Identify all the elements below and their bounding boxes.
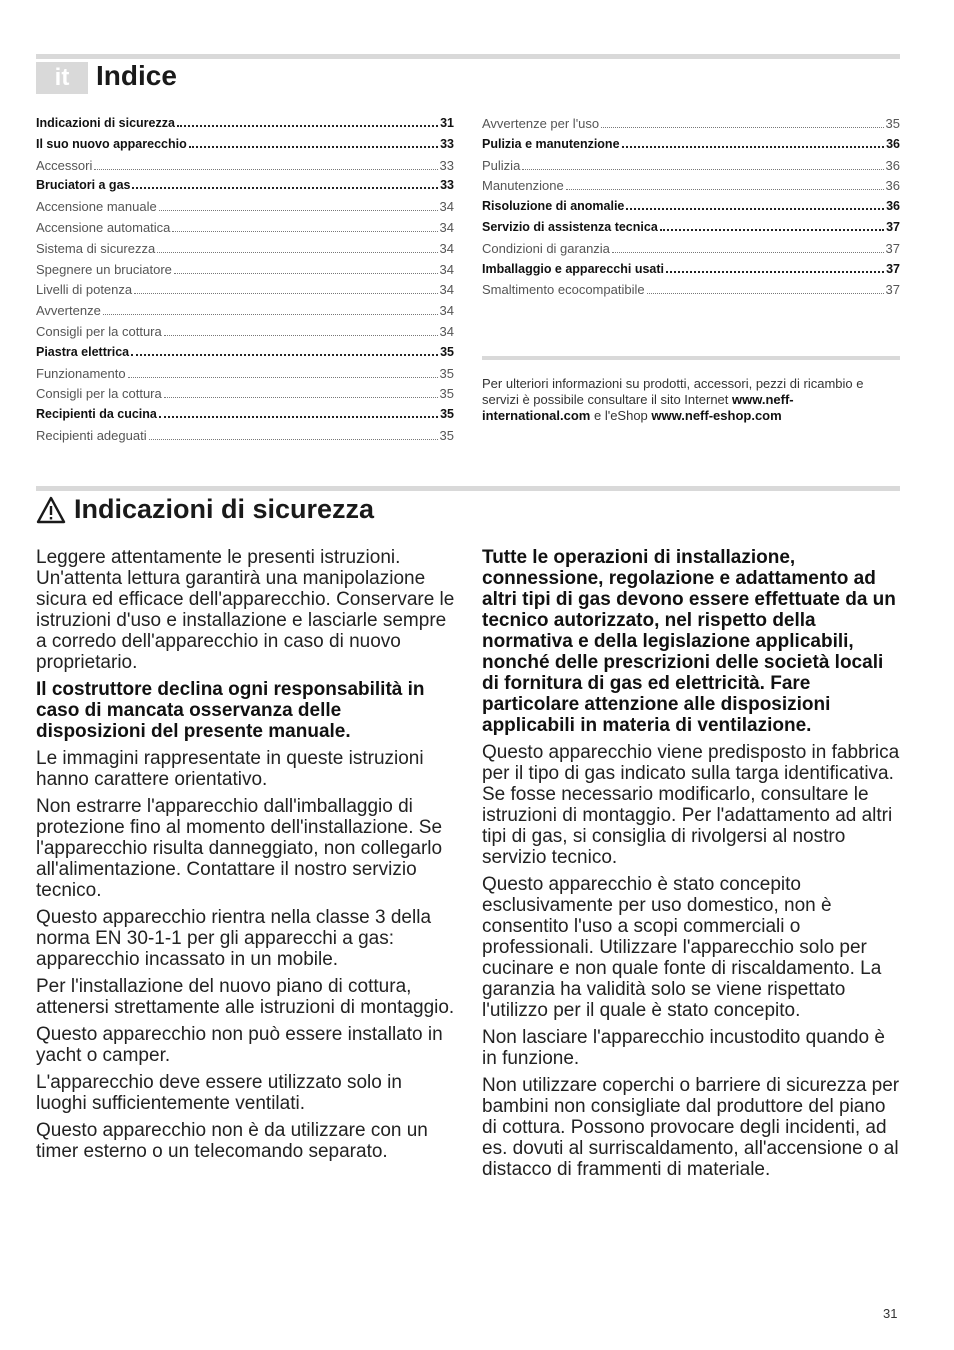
toc-leader-dots — [134, 293, 437, 294]
toc-entry-label: Bruciatori a gas — [36, 178, 131, 193]
toc-leader-dots — [647, 293, 884, 294]
toc-right-column — [482, 116, 900, 303]
toc-leader-dots — [622, 146, 885, 148]
toc-entry[interactable] — [482, 241, 900, 262]
toc-leader-dots — [149, 439, 438, 440]
paragraph: Per l'installazione del nuovo piano di cottura, attenersi strettamente alle istruzioni di montaggio. — [36, 976, 455, 1018]
toc-entry-label: Condizioni di garanzia — [482, 240, 610, 256]
paragraph: Questo apparecchio rientra nella classe 3 della norma EN 30-1-1 per gli apparecchi a gas: apparecchio incassato in un mobile. — [36, 907, 432, 970]
info-divider — [482, 356, 900, 360]
toc-entry[interactable] — [36, 407, 454, 428]
toc-entry-label: Il suo nuovo apparecchio — [36, 136, 187, 151]
toc-entry-label: Consigli per la cottura — [36, 386, 162, 402]
section-title-text: Indicazioni di sicurezza — [74, 494, 375, 524]
toc-entry-page: 33 — [439, 157, 454, 173]
toc-entry-page: 37 — [885, 240, 900, 256]
eshop-link[interactable]: www.neff-eshop.com — [651, 408, 782, 423]
toc-entry[interactable] — [482, 178, 900, 199]
toc-leader-dots — [626, 208, 884, 210]
toc-entry-label: Recipienti adeguati — [36, 427, 147, 443]
toc-entry-label: Spegnere un bruciatore — [36, 261, 172, 277]
toc-leader-dots — [131, 354, 438, 356]
toc-left-column — [36, 116, 454, 449]
toc-entry-page: 35 — [440, 344, 454, 359]
toc-entry-page: 35 — [440, 407, 454, 422]
toc-entry-label: Risoluzione di anomalie — [482, 199, 625, 214]
toc-entry[interactable] — [36, 345, 454, 366]
toc-entry[interactable] — [482, 199, 900, 220]
toc-leader-dots — [566, 189, 884, 190]
toc-entry[interactable] — [36, 303, 454, 324]
toc-entry-page: 37 — [885, 282, 900, 298]
toc-entry-label: Livelli di potenza — [36, 282, 133, 298]
toc-entry[interactable] — [482, 282, 900, 303]
page-number: 31 — [883, 1306, 898, 1321]
toc-entry-label: Pulizia e manutenzione — [482, 136, 620, 151]
paragraph: Non estrarre l'apparecchio dall'imballaggio di protezione fino al momento dell'installazione. Se l'apparecchio risulta danneggiato, non collegarlo all'alimentazione. Contattare il nostro servizio tecnico. — [36, 796, 443, 901]
toc-entry-page: 36 — [886, 136, 900, 151]
toc-entry-page: 34 — [439, 323, 454, 339]
top-divider — [36, 54, 900, 59]
paragraph: Questo apparecchio viene predisposto in fabbrica per il tipo di gas indicato sulla targa identificativa. Se fosse necessario modificarlo, consultare le istruzioni di montaggio. Per l'adattamento ad altri tipi di gas, si consiglia di rivolgersi al nostro servizio tecnico. — [482, 742, 900, 868]
toc-entry-page: 36 — [885, 178, 900, 194]
toc-entry-label: Consigli per la cottura — [36, 323, 162, 339]
safety-left-column — [36, 547, 456, 1168]
toc-leader-dots — [172, 231, 437, 232]
toc-entry-label: Pulizia — [482, 157, 521, 173]
paragraph: Questo apparecchio non può essere installato in yacht o camper. — [36, 1024, 443, 1066]
toc-leader-dots — [164, 397, 438, 398]
toc-entry-label: Accensione automatica — [36, 219, 171, 235]
toc-entry[interactable] — [36, 366, 454, 387]
toc-entry-page: 35 — [885, 116, 900, 131]
toc-leader-dots — [157, 252, 437, 253]
toc-leader-dots — [128, 377, 438, 378]
toc-entry-label: Manutenzione — [482, 178, 564, 194]
bold-paragraph: Il costruttore declina ogni responsabilità in caso di mancata osservanza delle disposizioni del presente manuale. — [36, 679, 425, 742]
toc-entry-page: 36 — [885, 157, 900, 173]
info-text: Per ulteriori informazioni su prodotti, accessori, pezzi di ricambio e servizi è possibile consultare il sito Internet — [482, 376, 864, 407]
toc-entry[interactable] — [36, 116, 454, 137]
toc-entry-label: Avvertenze — [36, 303, 101, 319]
toc-entry-label: Avvertenze per l'uso — [482, 116, 600, 131]
toc-entry-page: 33 — [440, 136, 454, 151]
toc-entry[interactable] — [482, 116, 900, 137]
paragraph: Non lasciare l'apparecchio incustodito quando è in funzione. — [482, 1027, 885, 1069]
toc-entry-label: Servizio di assistenza tecnica — [482, 219, 658, 234]
paragraph: Non utilizzare coperchi o barriere di sicurezza per bambini non consigliate dal produttore del piano di cottura. Possono provocare degli incidenti, ad es. dovuti al surriscaldamento, all'accensione o al distacco di frammenti di materiale. — [482, 1075, 900, 1180]
safety-right-column — [482, 547, 902, 1186]
toc-entry-label: Recipienti da cucina — [36, 407, 157, 422]
paragraph: Le immagini rappresentate in queste istruzioni hanno carattere orientativo. — [36, 748, 424, 790]
toc-leader-dots — [601, 127, 883, 128]
toc-entry-page: 33 — [440, 178, 454, 193]
toc-entry[interactable] — [482, 137, 900, 158]
toc-entry-label: Smaltimento ecocompatibile — [482, 282, 645, 298]
toc-entry-page: 35 — [439, 365, 454, 381]
toc-entry-label: Imballaggio e apparecchi usati — [482, 261, 665, 276]
toc-entry[interactable] — [482, 262, 900, 283]
bold-paragraph: Tutte le operazioni di installazione, connessione, regolazione e adattamento ad altri tipi di gas devono essere effettuate da un tecnico autorizzato, nel rispetto della normativa e della legislazione applicabili, nonché delle prescrizioni delle società locali di fornitura di gas ed elettricità. Fare particolare attenzione alle disposizioni applicabili in materia di ventilazione. — [482, 547, 896, 736]
toc-leader-dots — [159, 210, 438, 211]
toc-leader-dots — [177, 125, 438, 127]
language-badge: it — [36, 62, 88, 94]
toc-leader-dots — [666, 271, 884, 273]
index-title: Indice — [96, 60, 177, 91]
info-connector: e l'eShop — [593, 408, 648, 423]
toc-entry-label: Accessori — [36, 157, 93, 173]
toc-entry-page: 35 — [439, 386, 454, 402]
toc-leader-dots — [174, 273, 438, 274]
toc-entry-page: 35 — [439, 427, 454, 443]
toc-leader-dots — [94, 169, 437, 170]
safety-section-title — [36, 494, 374, 525]
toc-entry-label: Indicazioni di sicurezza — [36, 116, 175, 130]
paragraph: L'apparecchio deve essere utilizzato solo in luoghi sufficientemente ventilati. — [36, 1072, 402, 1114]
toc-entry-label: Piastra elettrica — [36, 344, 130, 359]
paragraph: Questo apparecchio non è da utilizzare con un timer esterno o un telecomando separato. — [36, 1120, 428, 1162]
toc-entry-label: Accensione manuale — [36, 199, 157, 215]
toc-leader-dots — [660, 229, 884, 231]
toc-entry-page: 31 — [440, 116, 454, 130]
toc-entry[interactable] — [36, 262, 454, 283]
toc-entry-page: 37 — [886, 219, 900, 234]
toc-entry-page: 36 — [886, 199, 900, 214]
toc-entry[interactable] — [36, 324, 454, 345]
toc-entry-page: 34 — [439, 261, 454, 277]
toc-entry-label: Funzionamento — [36, 365, 126, 381]
toc-entry[interactable] — [36, 158, 454, 179]
toc-entry[interactable] — [36, 178, 454, 199]
toc-entry-page: 34 — [439, 303, 454, 319]
toc-leader-dots — [612, 252, 884, 253]
toc-entry[interactable] — [36, 241, 454, 262]
toc-entry-label: Sistema di sicurezza — [36, 240, 156, 256]
toc-entry-page: 34 — [439, 219, 454, 235]
toc-entry-page: 34 — [439, 199, 454, 215]
toc-entry-page: 34 — [439, 240, 454, 256]
paragraph: Questo apparecchio è stato concepito esclusivamente per uso domestico, non è consentito l'uso a scopi commerciali o professionali. Utilizzare l'apparecchio solo per cucinare e non quale fonte di riscaldamento. La garanzia ha validità solo se viene rispettato l'utilizzo per il quale è stato concepito. — [482, 874, 882, 1021]
website-link[interactable]: www.neff-international.com — [482, 392, 794, 423]
paragraph: Leggere attentamente le presenti istruzioni. Un'attenta lettura garantirà una manipolazione sicura ed efficace dell'apparecchio. Conservare le istruzioni d'uso e installazione e lasciarle sempre a corredo dell'apparecchio in caso di nuovo proprietario. — [36, 547, 455, 673]
toc-leader-dots — [522, 169, 883, 170]
toc-entry[interactable] — [36, 220, 454, 241]
toc-leader-dots — [189, 146, 438, 148]
toc-entry[interactable] — [36, 282, 454, 303]
toc-entry[interactable] — [482, 158, 900, 179]
toc-leader-dots — [132, 187, 438, 189]
info-note — [482, 376, 900, 424]
toc-entry[interactable] — [36, 428, 454, 449]
section-divider — [36, 486, 900, 491]
warning-triangle-icon — [36, 496, 66, 524]
toc-entry[interactable] — [36, 199, 454, 220]
toc-leader-dots — [164, 335, 438, 336]
toc-leader-dots — [159, 416, 438, 418]
toc-entry[interactable] — [36, 137, 454, 158]
toc-entry[interactable] — [36, 386, 454, 407]
toc-leader-dots — [103, 314, 438, 315]
toc-entry-page: 34 — [439, 282, 454, 298]
toc-entry-page: 37 — [886, 261, 900, 276]
toc-entry[interactable] — [482, 220, 900, 241]
